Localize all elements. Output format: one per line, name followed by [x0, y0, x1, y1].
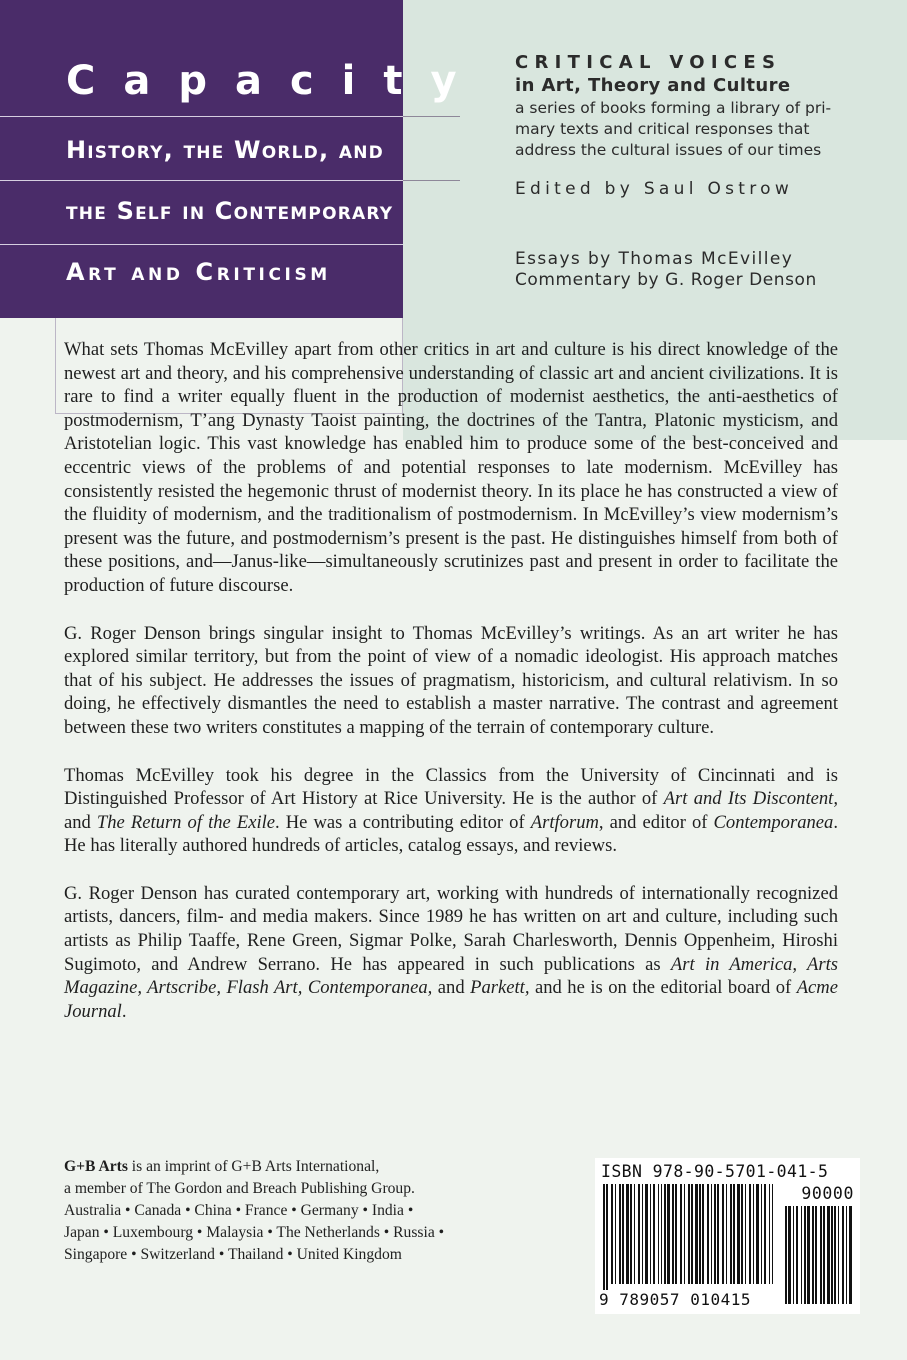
blurb-paragraph-2: G. Roger Denson brings singular insight to Thomas McEvilley’s writings. As an art writer he has explored similar territory, but from the point of view of a nomadic ideologist. His approach matches that of his subject. He addresses the issues of pragmatism, historicism, and cultural relativism. In so doing, he effectively dismantles the need to establish a master narrative. The contrast and agreement between these two writers constitutes a mapping of the terrain of contemporary culture.: [64, 622, 838, 738]
barcode-bar: [626, 1184, 629, 1284]
barcode-bar: [645, 1184, 648, 1284]
barcode-bar: [653, 1184, 655, 1284]
book-title: Art and Its Discontent,: [663, 788, 838, 810]
title-rule: [0, 116, 460, 117]
journal-title: Acme Journal: [64, 977, 838, 1022]
barcode-bar: [838, 1206, 839, 1304]
barcode-bar: [630, 1184, 632, 1284]
imprint-name: G+B Arts: [64, 1158, 128, 1175]
series-description-line: address the cultural issues of our times: [515, 141, 822, 159]
barcode-bar: [661, 1184, 662, 1284]
publisher-countries: Australia • Canada • China • France • Germany • India •: [64, 1202, 414, 1219]
blurb-paragraph-3: Thomas McEvilley took his degree in the Classics from the University of Cincinnati and is Distinguished Professor of Art History at Rice University. He is the author of Art and Its Discontent, and The Return of the Exile. He was a contributing editor of Artforum, and editor of Contemporanea. He has literally authored hundreds of articles, catalog essays, and reviews.: [64, 764, 839, 857]
isbn-number: ISBN 978-90-5701-041-5: [601, 1162, 829, 1181]
barcode-bar: [793, 1206, 794, 1304]
barcode-bar: [619, 1184, 621, 1284]
barcode-bar: [733, 1184, 735, 1284]
commentary-credit: Commentary by G. Roger Denson: [515, 270, 817, 290]
ean-digits: 9 789057 010415: [599, 1290, 751, 1309]
barcode-bar: [801, 1206, 802, 1304]
barcode-bar: [711, 1184, 712, 1284]
title-rule-extension: [403, 116, 460, 117]
barcode-bar: [788, 1206, 791, 1304]
barcode-bar: [611, 1184, 613, 1284]
barcode-bar: [834, 1206, 836, 1304]
blurb-paragraph-4: G. Roger Denson has curated contemporary art, working with hundreds of internationally recognized artists, dancers, film- and media makers. Since 1989 he has written on art and culture, including such artists as Philip Taaffe, Rene Green, Sigmar Polke, Sarah Charlesworth, Dennis Oppenheim, Hiroshi Sugimoto, and Andrew Serrano. He has appeared in such publications as Art in America, Arts Magazine, Artscribe, Flash Art, Contemporanea, and Parkett, and he is on the editorial board of Acme Journal.: [64, 882, 838, 1022]
barcode-bar: [642, 1184, 643, 1284]
title-line-3: the Self in Contemporary: [66, 197, 394, 225]
title-rule-extension: [403, 180, 460, 181]
title-panel: [0, 0, 485, 318]
series-title: CRITICAL VOICES: [515, 52, 782, 73]
barcode-bar: [702, 1184, 704, 1284]
barcode-bar: [745, 1184, 746, 1284]
barcode-bar: [615, 1184, 616, 1284]
publication-title: Parkett,: [470, 977, 530, 999]
barcode-bar: [691, 1184, 693, 1284]
barcode-bar: [772, 1184, 773, 1284]
essays-credit: Essays by Thomas McEvilley: [515, 249, 794, 269]
publisher-line: a member of The Gordon and Breach Publishing Group.: [64, 1180, 415, 1197]
publisher-countries: Singapore • Switzerland • Thailand • United Kingdom: [64, 1246, 402, 1263]
barcode-bar: [675, 1184, 677, 1284]
barcode-bar: [761, 1184, 762, 1284]
barcode-bar: [764, 1184, 766, 1284]
title-line-1: Capacity: [66, 58, 485, 104]
barcode-bar: [796, 1206, 798, 1304]
barcode-bar: [756, 1184, 759, 1284]
publication-list: Art in America, Arts Magazine, Artscribe, Flash Art, Contemporanea,: [64, 953, 838, 999]
barcode-bar: [820, 1206, 822, 1304]
barcode-bar: [717, 1184, 719, 1284]
barcode-bar: [737, 1184, 740, 1284]
series-description-line: mary texts and critical responses that: [515, 120, 810, 138]
barcode-bar: [769, 1184, 770, 1284]
barcode-bar: [650, 1184, 651, 1284]
barcode-bar: [827, 1206, 830, 1304]
blurb-paragraph-1: What sets Thomas McEvilley apart from other critics in art and culture is his direct knowledge of the newest art and theory, and his comprehensive understanding of classic art and ancient civilizations. It is rare to find a writer equally fluent in the production of modernist aesthetics, the anti-aesthetics of postmodernism, T’ang Dynasty Taoist painting, the doctrines of the Tantra, Platonic mysticism, and Aristotelian logic. This vast knowledge has enabled him to produce some of the best-conceived and eccentric views of the problems of and potential responses to late modernism. McEvilley has consistently resisted the hegemonic thrust of modernist theory. In its place he has constructed a view of the fluidity of modernism, and the traditionalism of postmodernism. In McEvilley’s view modernism’s present was the future, and postmodernism’s present is the past. He distinguishes himself from both of these positions, and—Janus-like—simultaneously scrutinizes past and present in order to facilitate the production of future discourse.: [64, 339, 838, 596]
barcode: [595, 1158, 860, 1314]
barcode-bar: [707, 1184, 709, 1284]
barcode-bar: [785, 1206, 787, 1304]
barcode-bar: [634, 1184, 635, 1284]
barcode-bar: [730, 1184, 732, 1284]
title-line-4: Art and Criticism: [66, 258, 331, 286]
series-description-line: a series of books forming a library of pri-: [515, 99, 832, 117]
title-rule: [0, 244, 403, 245]
barcode-bar: [638, 1184, 640, 1284]
magazine-title: Artforum: [530, 811, 599, 833]
publisher-countries: Japan • Luxembourg • Malaysia • The Netherlands • Russia •: [64, 1224, 445, 1241]
barcode-bar: [684, 1184, 685, 1284]
barcode-bar: [714, 1184, 716, 1284]
barcode-bar: [741, 1184, 743, 1284]
barcode-bar: [849, 1206, 852, 1304]
barcode-bar: [804, 1206, 806, 1304]
barcode-bar: [726, 1184, 727, 1284]
barcode-bar: [606, 1184, 608, 1290]
barcode-bar: [722, 1184, 724, 1284]
barcode-bar: [688, 1184, 690, 1284]
book-title: The Return of the Exile: [96, 811, 276, 833]
barcode-bar: [846, 1206, 847, 1304]
barcode-bar: [680, 1184, 682, 1284]
barcode-bar: [749, 1184, 751, 1284]
series-editor: Edited by Saul Ostrow: [515, 179, 794, 199]
series-subtitle: in Art, Theory and Culture: [515, 75, 791, 96]
barcode-bar: [672, 1184, 674, 1284]
barcode-bar: [699, 1184, 701, 1284]
barcode-bar: [658, 1184, 659, 1284]
title-rule: [0, 180, 460, 181]
barcode-bar: [807, 1206, 810, 1304]
barcode-bar: [812, 1206, 814, 1304]
barcode-bars: [603, 1184, 779, 1290]
barcode-bar: [831, 1206, 833, 1304]
barcode-bar: [603, 1184, 605, 1290]
price-barcode-bars: [785, 1206, 855, 1304]
barcode-bar: [815, 1206, 817, 1304]
barcode-bar: [695, 1184, 698, 1284]
barcode-bar: [842, 1206, 844, 1304]
barcode-bar: [753, 1184, 754, 1284]
blurb: [64, 338, 838, 1047]
barcode-bar: [823, 1206, 825, 1304]
publisher-info: G+B Arts is an imprint of G+B Arts International, a member of The Gordon and Breach Publishing Group. Australia • Canada • China • France • Germany • India • Japan • Luxembourg • Malaysia • The Netherlands • Russia • Singapore • Switzerland • Thailand • United Kingdom: [64, 1156, 554, 1266]
barcode-bar: [622, 1184, 624, 1284]
price-code: 90000: [801, 1184, 854, 1203]
magazine-title: Contemporanea: [713, 811, 834, 833]
barcode-bar: [664, 1184, 666, 1284]
title-line-2: History, the World, and: [66, 136, 384, 164]
barcode-bar: [667, 1184, 670, 1284]
